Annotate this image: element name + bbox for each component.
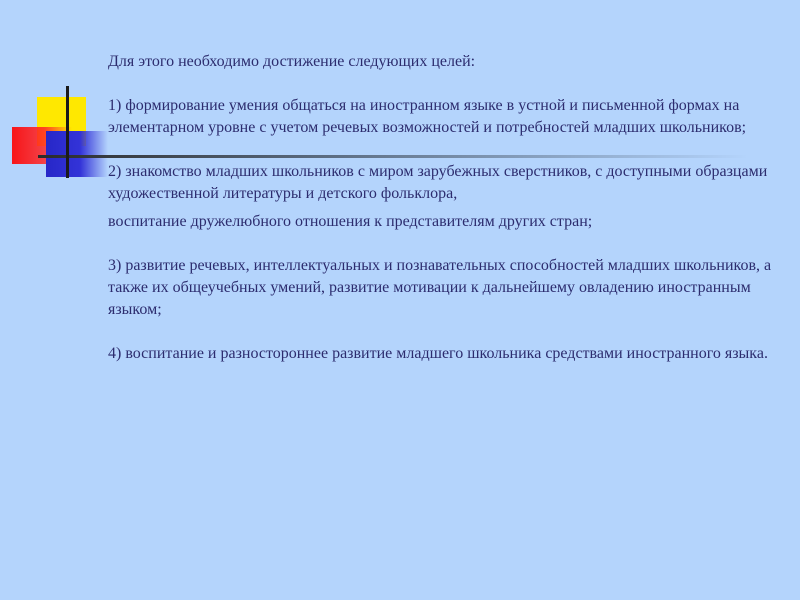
goal-4: 4) воспитание и разностороннее развитие младшего школьника средствами иностранного языка. [108, 345, 768, 362]
slide-body [108, 51, 778, 365]
decor-blue-square [46, 131, 108, 177]
goal-1: 1) формирование умения общаться на иностранном языке в устной и письменной формах на элементарном уровне с учетом речевых возможностей и потребностей младших школьников; [108, 97, 747, 136]
intro-text: Для этого необходимо достижение следующих целей: [108, 53, 476, 70]
goal-3: 3) развитие речевых, интеллектуальных и познавательных способностей младших школьников, а также их общеучебных умений, развитие мотивации к дальнейшему овладению иностранным языком; [108, 257, 772, 318]
goal-2: 2) знакомство младших школьников с миром зарубежных сверстников, с доступными образцами художественной литературы и детского фольклора, [108, 163, 768, 202]
decor-vertical-line [66, 86, 69, 178]
goal-2-continued: воспитание дружелюбного отношения к представителям других стран; [108, 213, 593, 230]
